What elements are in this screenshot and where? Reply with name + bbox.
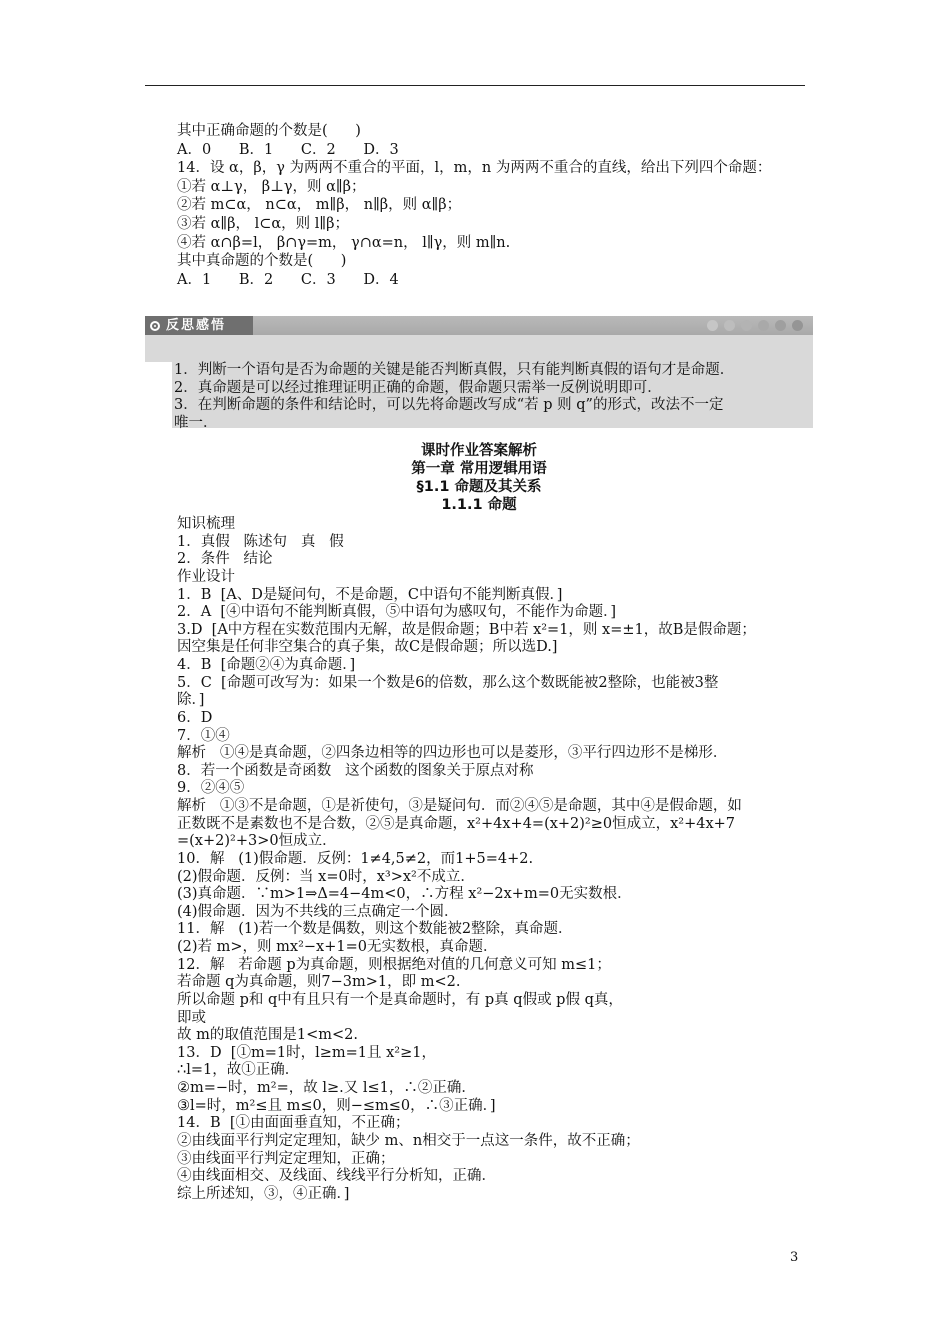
reflection-banner — [145, 316, 813, 362]
answer-line: 9．②④⑤ — [177, 780, 245, 797]
answer-line: 10．解 (1)假命题．反例：1≠4,5≠2，而1+5=4+2. — [177, 850, 534, 867]
answer-line: 除．] — [177, 692, 205, 709]
answer-line: 正数既不是素数也不是合数，②⑤是真命题，x²+4x+4=(x+2)²≥0恒成立，x²+4x+7 — [177, 815, 736, 832]
answer-line: (3)真命题．∵m>1⇒Δ=4−4m<0，∴方程 x²−2x+m=0无实数根． — [177, 886, 632, 903]
answer-line: 3.D [A中方程在实数范围内无解，故是假命题；B中若 x²=1，则 x=±1，故B是假命题； — [177, 621, 756, 638]
header-rule — [145, 85, 805, 86]
answer-line: 1．真假 陈述句 真 假 — [177, 533, 344, 550]
dot-icon — [775, 320, 786, 331]
answer-line: ②由线面平行判定定理知，缺少 m、n相交于一点这一条件，故不正确； — [177, 1132, 640, 1149]
answer-line: 11．解 (1)若一个数是偶数，则这个数能被2整除，真命题． — [177, 921, 573, 938]
question-line: 14．设 α，β，γ 为两两不重合的平面，l，m，n 为两两不重合的直线，给出下列四个命题： — [177, 160, 772, 177]
dot-icon — [724, 320, 735, 331]
banner-dots — [707, 320, 803, 331]
answer-line: 14．B [①由面面垂直知，不正确； — [177, 1115, 410, 1132]
answer-line: 因空集是任何非空集合的真子集，故C是假命题；所以选D.] — [177, 639, 558, 656]
reflection-line: 3．在判断命题的条件和结论时，可以先将命题改写成“若 p 则 q”的形式，改法不一定 — [174, 397, 724, 413]
answer-line: ∴l=1，故①正确． — [177, 1062, 300, 1079]
question-line: A．0 B．1 C．2 D．3 — [177, 141, 399, 158]
answer-line: 解析 ①④是真命题，②四条边相等的四边形也可以是菱形，③平行四边形不是梯形． — [177, 745, 728, 762]
question-line: 其中正确命题的个数是( ) — [177, 123, 361, 139]
answer-line: 解析 ①③不是命题，①是祈使句，③是疑问句．而②④⑤是命题，其中④是假命题，如 — [177, 798, 742, 814]
question-line: 其中真命题的个数是( ) — [177, 253, 347, 270]
banner-title: 反思感悟 — [166, 318, 227, 333]
answer-line: (2)假命题．反例：当 x=0时，x³>x²不成立． — [177, 868, 475, 885]
answers-title: 课时作业答案解析 — [421, 443, 537, 459]
answer-line: 4．B [命题②④为真命题．] — [177, 657, 356, 673]
answer-line: 所以命题 p和 q中有且只有一个是真命题时，有 p真 q假或 p假 q真， — [177, 991, 623, 1008]
target-icon — [150, 321, 160, 331]
answer-line: 若命题 q为真命题，则7−3m>1，即 m<2. — [177, 974, 461, 991]
answer-line: ③由线面平行判定定理知，正确； — [177, 1150, 395, 1167]
answers-body — [177, 516, 807, 1203]
question-line: ②若 m⊂α， n⊂α， m∥β， n∥β，则 α∥β； — [177, 197, 462, 214]
answer-line: (4)假命题．因为不共线的三点确定一个圆． — [177, 903, 459, 920]
question-line: ①若 α⊥γ， β⊥γ，则 α∥β； — [177, 178, 366, 195]
reflection-line: 2．真命题是可以经过推理证明正确的命题，假命题只需举一反例说明即可． — [174, 379, 662, 396]
reflection-line: 1．判断一个语句是否为命题的关键是能否判断真假，只有能判断真假的语句才是命题． — [174, 362, 735, 378]
banner-tab — [145, 316, 253, 335]
answer-line: 1．B [A、D是疑问句，不是命题，C中语句不能判断真假．] — [177, 586, 563, 603]
question-line: ③若 α∥β， l⊂α，则 l∥β； — [177, 215, 349, 232]
answer-line: (2)若 m>，则 mx²−x+1=0无实数根，真命题． — [177, 939, 498, 955]
chapter-title: 第一章 常用逻辑用语 — [411, 461, 547, 477]
dot-icon — [758, 320, 769, 331]
answer-line: 2．条件 结论 — [177, 551, 273, 568]
answer-line: 5．C [命题可改写为：如果一个数是6的倍数，那么这个数既能被2整除，也能被3整 — [177, 674, 719, 691]
subsection-title: 1.1.1 命题 — [441, 497, 517, 513]
questions-top — [177, 122, 807, 289]
answer-line: 7．①④ — [177, 727, 230, 744]
answer-line: 8．若一个函数是奇函数 这个函数的图象关于原点对称 — [177, 762, 534, 779]
question-line: ④若 α∩β=l， β∩γ=m， γ∩α=n， l∥γ，则 m∥n. — [177, 234, 511, 251]
reflection-line: 唯一． — [174, 414, 218, 431]
section-title: §1.1 命题及其关系 — [416, 479, 542, 495]
reflection-box — [172, 362, 813, 431]
answer-line: 2．A [④中语句不能判断真假，⑤中语句为感叹句，不能作为命题．] — [177, 604, 616, 621]
answer-line: ②m=−时，m²=，故 l≥.又 l≤1，∴②正确． — [177, 1080, 476, 1096]
answer-line: 即或 — [177, 1009, 206, 1026]
page-number: 3 — [790, 1250, 799, 1265]
answer-line: 故 m的取值范围是1<m<2. — [177, 1027, 358, 1044]
dot-icon — [741, 320, 752, 331]
dot-icon — [707, 320, 718, 331]
answer-line: 6．D — [177, 709, 213, 726]
answer-line: ④由线面相交、及线面、线线平行分析知，正确． — [177, 1168, 496, 1185]
banner-header-bar — [145, 316, 813, 335]
answer-line: 综上所述知，③，④正确．] — [177, 1185, 350, 1202]
dot-icon — [792, 320, 803, 331]
answer-line: 12．解 若命题 p为真命题，则根据绝对值的几何意义可知 m≤1； — [177, 956, 611, 973]
answer-line: 作业设计 — [177, 568, 235, 585]
answer-line: 13．D [①m=1时，l≥m=1且 x²≥1， — [177, 1044, 436, 1061]
question-line: A．1 B．2 C．3 D．4 — [177, 271, 399, 288]
answer-line: 知识梳理 — [177, 516, 235, 532]
answer-line: ③l=时，m²≤且 m≤0，则−≤m≤0，∴③正确．] — [177, 1097, 496, 1114]
answer-line: =(x+2)²+3>0恒成立． — [177, 833, 337, 850]
